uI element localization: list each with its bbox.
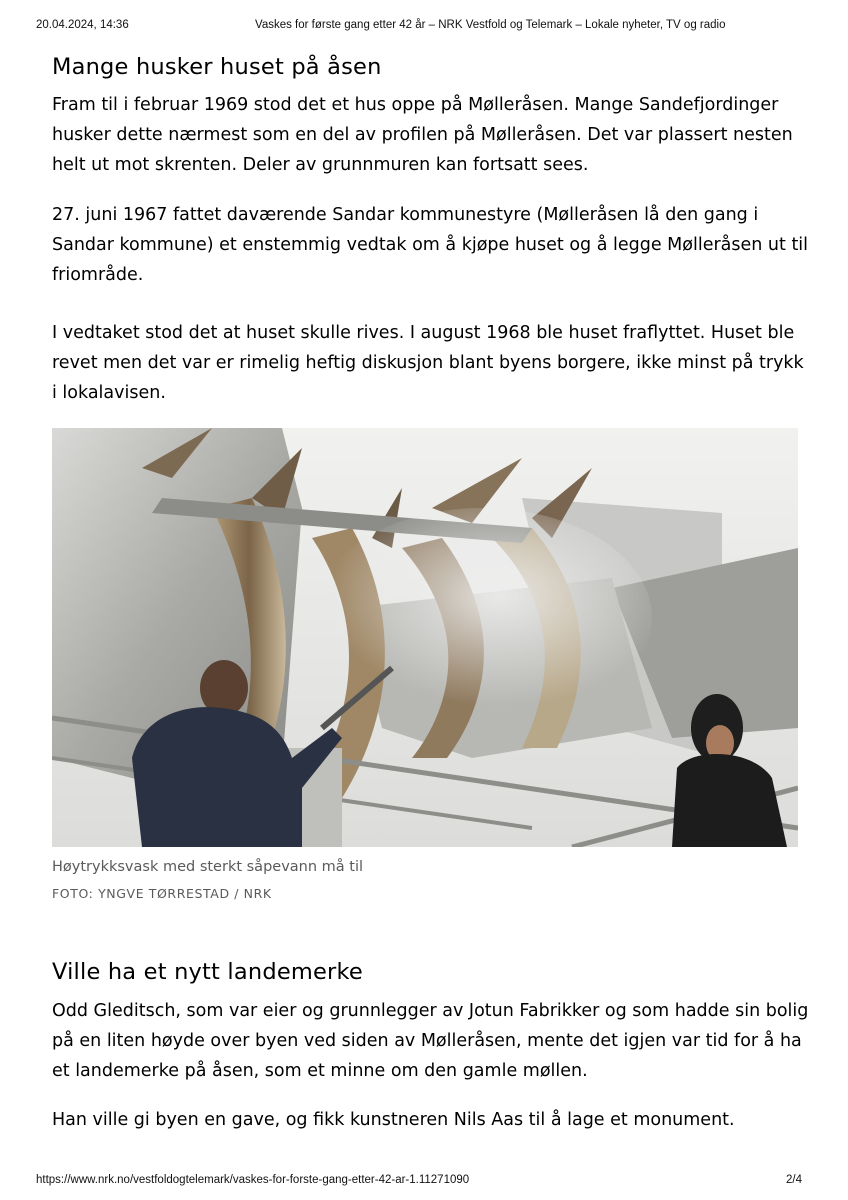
- print-page-title: Vaskes for første gang etter 42 år – NRK Vestfold og Telemark – Lokale nyheter, TV og radio: [255, 19, 726, 31]
- section-heading-mange-husker: Mange husker huset på åsen: [52, 54, 382, 80]
- print-footer: [36, 1174, 812, 1190]
- section-heading-ville-ha: Ville ha et nytt landemerke: [52, 959, 363, 985]
- photo-caption: Høytrykksvask med sterkt såpevann må til: [52, 859, 364, 875]
- sculpture-washing-photo: [52, 428, 798, 847]
- paragraph-3: I vedtaket stod det at huset skulle rives. I august 1968 ble huset fraflyttet. Huset ble revet men det var er rimelig heftig diskusjon blant byens borgere, ikke minst på trykk i lokalavisen.: [52, 323, 804, 403]
- print-header: [36, 19, 812, 35]
- paragraph-2: 27. juni 1967 fattet daværende Sandar kommunestyre (Mølleråsen lå den gang i Sandar kommune) et enstemmig vedtak om å kjøpe huset og å legge Mølleråsen ut til friområde.: [52, 205, 809, 285]
- paragraph-4: Odd Gleditsch, som var eier og grunnlegger av Jotun Fabrikker og som hadde sin bolig på en liten høyde over byen ved siden av Mølleråsen, mente det igjen var tid for å ha et landemerke på åsen, som et minne om den gamle møllen.: [52, 1001, 809, 1081]
- article-photo: [52, 428, 798, 847]
- photo-credit: FOTO: YNGVE TØRRESTAD / NRK: [52, 886, 272, 901]
- paragraph-1: Fram til i februar 1969 stod det et hus oppe på Mølleråsen. Mange Sandefjordinger husker dette nærmest som en del av profilen på Mølleråsen. Det var plassert nesten helt ut mot skrenten. Deler av grunnmuren kan fortsatt sees.: [52, 95, 793, 175]
- print-url: https://www.nrk.no/vestfoldogtelemark/vaskes-for-forste-gang-etter-42-ar-1.11271090: [36, 1174, 470, 1186]
- print-page-number: 2/4: [786, 1174, 802, 1186]
- print-datetime: 20.04.2024, 14:36: [36, 19, 129, 31]
- paragraph-5: Han ville gi byen en gave, og fikk kunstneren Nils Aas til å lage et monument.: [52, 1110, 735, 1130]
